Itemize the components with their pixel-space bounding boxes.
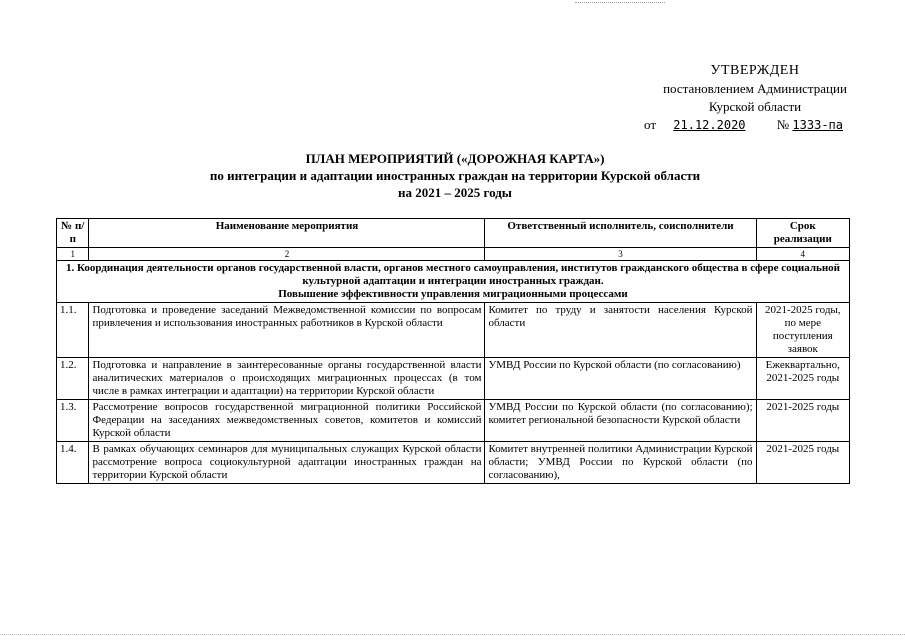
title-line-1: ПЛАН МЕРОПРИЯТИЙ («ДОРОЖНАЯ КАРТА»): [305, 151, 605, 166]
approval-stamp: [640, 62, 870, 134]
column-number: 1: [57, 248, 89, 261]
approval-date-line: [644, 116, 870, 134]
row-num: 1.3.: [57, 400, 89, 442]
approval-number: 1333-па: [792, 118, 843, 132]
table-row: [57, 358, 850, 400]
row-term: 2021-2025 годы, по мере поступления заявок: [756, 303, 849, 358]
approval-date-prefix: от: [644, 117, 657, 132]
table-row: [57, 400, 850, 442]
scan-artifact-bottom: [0, 634, 905, 635]
header-num: № п/п: [57, 219, 89, 248]
header-term: Срок реализации: [756, 219, 849, 248]
row-name: Подготовка и направление в заинтересованные органы государственной власти аналитических материалов о происходящих миграционных процессах (в том числе в рамках интеграции и адаптации) на территории Курской области: [89, 358, 485, 400]
column-number: 3: [485, 248, 756, 261]
column-number-row: [57, 248, 850, 261]
row-num: 1.2.: [57, 358, 89, 400]
row-term: 2021-2025 годы: [756, 400, 849, 442]
approval-line-1: постановлением Администрации: [663, 81, 847, 96]
column-number: 4: [756, 248, 849, 261]
section-title: [57, 261, 850, 303]
row-executor: Комитет внутренней политики Администрации Курской области; УМВД России по Курской области (по согласованию),: [485, 442, 756, 484]
header-name: Наименование мероприятия: [89, 219, 485, 248]
row-name: Подготовка и проведение заседаний Межведомственной комиссии по вопросам привлечения и использования иностранных работников в Курской области: [89, 303, 485, 358]
row-term: Ежеквартально, 2021-2025 годы: [756, 358, 849, 400]
table-header-row: [57, 219, 850, 248]
row-num: 1.1.: [57, 303, 89, 358]
page-title: [60, 150, 850, 201]
row-name: Рассмотрение вопросов государственной миграционной политики Российской Федерации на заседаниях межведомственных советов, комитетов и комиссий Курской области: [89, 400, 485, 442]
section-row: [57, 261, 850, 303]
row-executor: УМВД России по Курской области (по согласованию); комитет региональной безопасности Курской области: [485, 400, 756, 442]
row-name: В рамках обучающих семинаров для муниципальных служащих Курской области рассмотрение вопроса социокультурной адаптации иностранных граждан на территории Курской области: [89, 442, 485, 484]
header-executor: Ответственный исполнитель, соисполнители: [485, 219, 756, 248]
section-title-line-2: Повышение эффективности управления миграционными процессами: [278, 288, 628, 300]
table-row: [57, 303, 850, 358]
approval-number-prefix: №: [776, 117, 790, 132]
column-number: 2: [89, 248, 485, 261]
title-line-3: на 2021 – 2025 годы: [398, 185, 512, 200]
row-num: 1.4.: [57, 442, 89, 484]
row-executor: УМВД России по Курской области (по согласованию): [485, 358, 756, 400]
approval-line-2: Курской области: [708, 99, 802, 114]
section-title-line-1: 1. Координация деятельности органов государственной власти, органов местного самоуправления, институтов гражданского общества в сфере социальной культурной адаптации и интеграции иностранных граждан.: [65, 262, 841, 287]
scan-artifact-top: [575, 2, 665, 3]
plan-table: [56, 218, 850, 484]
row-term: 2021-2025 годы: [756, 442, 849, 484]
table-row: [57, 442, 850, 484]
approval-date: 21.12.2020: [673, 118, 746, 132]
title-line-2: по интеграции и адаптации иностранных граждан на территории Курской области: [209, 168, 701, 183]
approval-heading: УТВЕРЖДЕН: [710, 63, 800, 78]
row-executor: Комитет по труду и занятости населения Курской области: [485, 303, 756, 358]
